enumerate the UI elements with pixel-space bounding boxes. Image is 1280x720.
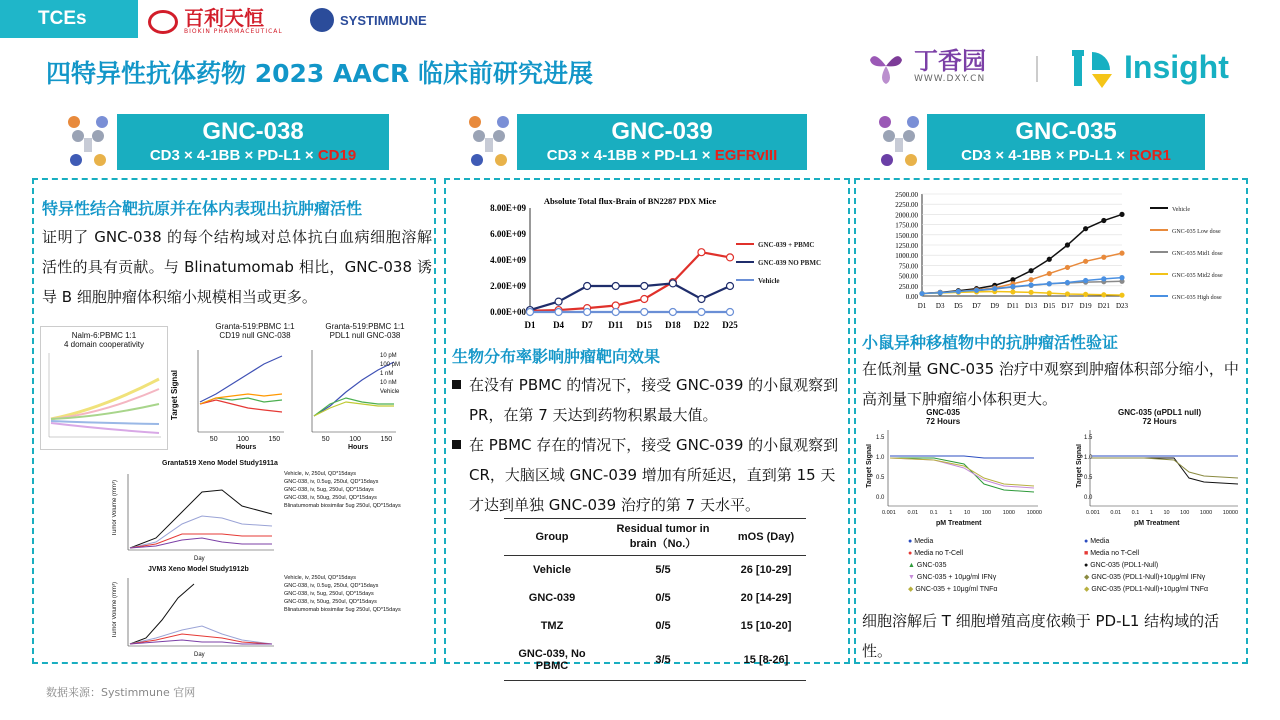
legend-item [1084,572,1208,584]
data-point [1102,255,1106,259]
data-point [584,283,591,290]
panel-name: GNC-039 [611,118,713,145]
x-tick-label: D4 [553,320,565,330]
data-point [698,296,705,303]
y-tick-label: 0.00 [905,293,918,301]
p3-subhead: 小鼠异种移植物中的抗肿瘤活性验证 [862,333,1119,352]
fig-title: Nalm-6:PBMC 1:1 [71,331,137,340]
legend-item [1084,560,1208,572]
y-tick-label: 0.00E+00 [490,307,526,317]
panel-header-gnc038 [117,114,389,170]
x-tick-label: D21 [1097,302,1110,310]
antibody-molecule-icon [66,114,110,172]
data-point [938,291,942,295]
legend-item [908,548,997,560]
y-tick-label: 2250.00 [895,201,918,210]
table-header: Residual tumor in brain（No.） [600,519,726,556]
x-tick-label: D17 [1061,302,1074,310]
data-point [698,249,705,256]
x-tick: 0.1 [929,510,938,516]
fig-title: Granta519 Xeno Model Study1911a [162,460,278,467]
x-tick: 100 [237,436,249,443]
x-tick-label: D13 [1025,302,1038,310]
legend-label: Vehicle [758,277,780,285]
y-tick: 1.5 [876,435,885,441]
legend-label: GNC-035 (PDL1-Null) [1090,562,1159,569]
legend-item [908,536,997,548]
data-point [1084,278,1088,282]
fig-title: Granta-519:PBMC 1:1 [325,322,405,331]
y-tick-label: 8.00E+09 [490,203,526,213]
fig-title: GNC-035 (αPDL1 null) [1118,408,1202,417]
table-cell: TMZ [540,620,564,632]
y-tick-label: 1750.00 [895,221,918,230]
data-point [1029,283,1033,287]
data-point [1011,290,1015,294]
chart-title: Absolute Total flux-Brain of BN2287 PDX Mice [543,196,717,206]
x-tick: 100 [349,436,361,443]
data-point [1084,292,1088,296]
data-point [698,309,705,316]
legend-label: GNC-035 High dose [1172,295,1222,301]
x-ticks [1086,510,1238,516]
targets-highlight: EGFRvIII [714,147,778,164]
targets-prefix: CD3 × 4-1BB × PD-L1 × [961,147,1130,164]
fig-legend [908,536,997,596]
panel-name: GNC-038 [202,118,304,145]
legend-label: GNC-035 (PDL1-Null)+10μg/ml IFNγ [1091,574,1206,581]
data-point [527,309,534,316]
legend-label: Media no T-Cell [914,550,964,557]
systimmune-name: SYSTIMMUNE [340,12,427,28]
data-point [1029,278,1033,282]
table-cell: 15 [10-20] [740,620,792,632]
targets-highlight: ROR1 [1129,147,1171,164]
data-point [1120,251,1124,255]
y-tick-label: 2000.00 [895,211,918,220]
fig-legend [284,470,430,510]
y-tick-label: 1000.00 [895,252,918,261]
fig-subtitle: 72 Hours [926,417,961,426]
data-point [612,309,619,316]
data-point [555,309,562,316]
targets-prefix: CD3 × 4-1BB × PD-L1 × [149,147,318,164]
x-tick: 1000 [1002,510,1015,516]
legend-item [908,572,997,584]
legend-item: GNC-038, iv, 0.5ug, 250ul, QD*15days [284,583,379,589]
x-tick: 10000 [1222,510,1238,516]
fig-gnc035-signal [862,408,1242,604]
x-tick: 100 [981,510,992,516]
legend-item: GNC-038, iv, 50ug, 250ul, QD*15days [284,599,377,605]
data-point [1047,282,1051,286]
antibody-molecule-icon [877,114,921,172]
y-tick-label: 4.00E+09 [490,255,526,265]
y-ticks [876,428,884,508]
systimmune-logo [310,8,427,32]
legend-label: GNC-035 [916,562,947,569]
legend-item: Vehicle, iv, 250ul, QD*15days [284,575,357,581]
biokin-name: 百利天恒 [184,6,264,30]
legend-marker-icon: ■ [1084,550,1089,557]
results-table-wrap [504,518,806,681]
panel-targets [927,146,1205,166]
data-point [975,288,979,292]
legend-item [908,560,997,572]
legend-item: 10 pM [380,353,397,359]
data-point [1065,292,1069,296]
legend-item [1084,548,1208,560]
legend-marker-icon: ● [1084,538,1089,545]
legend-label: GNC-035 Mid2 dose [1172,273,1223,279]
data-point [1120,293,1124,297]
insight-mark-icon [1070,44,1116,90]
x-tick: 1000 [1199,510,1213,516]
fig-legend [284,574,430,614]
legend-item: 10 nM [380,380,397,386]
y-tick: 1.5 [1084,435,1093,441]
x-tick-label: D3 [935,302,945,310]
fig-4domain-plot [41,349,165,443]
fig-subtitle: 4 domain cooperativity [63,340,145,349]
fig-granta [170,322,432,452]
signal-plots [884,428,1242,510]
systimmune-mark-icon [310,8,334,32]
data-point [1047,257,1051,261]
x-tick-label: D22 [693,320,710,330]
fig-subtitle: 72 Hours [1142,417,1177,426]
fig-legend [1084,536,1208,596]
x-tick: 1 [949,510,953,516]
table-header: mOS (Day) [726,519,806,556]
fig-y-label: Target Signal [170,370,179,421]
x-tick-label: D9 [990,302,1000,310]
data-point [920,292,924,296]
biokin-en: BIOKIN PHARMACEUTICAL [184,28,283,35]
data-point [1065,265,1069,269]
data-point [727,283,734,290]
legend-item: GNC-038, iv, 5ug, 250ul, QD*15days [284,487,374,493]
data-point [612,283,619,290]
y-tick-label: 6.00E+09 [490,229,526,239]
x-tick: 0.01 [907,510,919,516]
y-tick-label: 1250.00 [895,242,918,250]
legend-label: GNC-035 Mid1 dose [1172,251,1223,257]
legend-item: Vehicle [380,389,400,395]
bullet-icon [452,380,461,389]
legend-marker-icon: ● [908,538,913,545]
fig-subtitle: PDL1 null GNC-038 [329,331,401,340]
legend-label: Media [914,538,934,545]
dxy-logo [866,46,986,86]
legend-marker-icon: ▼ [908,574,915,581]
p3-body1: 在低剂量 GNC-035 治疗中观察到肿瘤体积部分缩小，中高剂量下肿瘤缩小体积更大。 [862,360,1239,408]
data-point [1047,272,1051,276]
panel-header-gnc035 [927,114,1205,170]
p1-body: 证明了 GNC-038 的每个结构域对总体抗白血病细胞溶解活性的具有贡献。与 Blinatumomab 相比，GNC-038 诱导 B 细胞肿瘤体积缩小规模相当或更多。 [42,228,432,306]
xeno1-plot [126,472,276,554]
table-header-row [504,519,806,556]
x-tick-label: D18 [665,320,681,330]
data-point [1102,293,1106,297]
y-tick: 0.0 [1084,495,1093,501]
legend-item [1084,584,1208,596]
table-cell: 0/5 [655,620,671,632]
dxy-url: WWW.DXY.CN [914,74,986,84]
data-point [641,283,648,290]
legend-item [1084,536,1208,548]
p3-body2: 细胞溶解后 T 细胞增殖高度依赖于 PD-L1 结构域的活性。 [862,612,1220,660]
x-tick: 0.1 [1131,510,1140,516]
panel-targets [517,146,807,166]
legend-item: 100 pM [380,362,401,368]
data-point [1065,243,1069,247]
table-cell: 0/5 [655,592,671,604]
data-point [1102,219,1106,223]
legend-item: GNC-038, iv, 50ug, 250ul, QD*15days [284,495,377,501]
fig-y-label: Target Signal [1076,444,1083,488]
legend-marker-icon: ◆ [908,586,914,593]
y-tick-label: 2.00E+09 [490,281,526,291]
panel-targets [117,146,389,166]
fig-y-label: Tumor Volume (mm³) [112,582,118,639]
table-row [504,584,806,612]
y-tick-label: 750.00 [898,262,918,271]
bullet-text: 在 PBMC 存在的情况下，接受 GNC-039 的小鼠观察到 CR，大脑区域 GNC-039 增加有所延迟，直到第 15 天才达到单独 GNC-039 治疗的第 7 天水平。 [469,436,839,514]
data-point [1084,227,1088,231]
y-tick: 1.0 [1084,455,1093,461]
x-tick-label: D5 [954,302,963,310]
chart-brain-flux [448,186,848,336]
legend-marker-icon: ▲ [908,562,915,569]
p1-subhead: 特异性结合靶抗原并在体内表现出抗肿瘤活性 [42,199,363,218]
bullet-item [452,430,842,520]
data-point [956,290,960,294]
fig-x-label: Day [194,652,205,658]
data-point [1102,277,1106,281]
targets-highlight: CD19 [317,147,357,164]
table-cell: 5/5 [655,564,671,576]
x-tick: 10 [964,510,971,516]
fig-xeno-jvm3 [112,566,432,662]
data-point [1120,276,1124,280]
bullet-text: 在没有 PBMC 的情况下，接受 GNC-039 的小鼠观察到 PR，在第 7 天达到药物积累最大值。 [469,376,839,424]
legend-item: Blinatumomab biosimilar 5ug 250ul, QD*15days [284,503,401,509]
legend-item: 1 nM [380,371,394,377]
y-tick-label: 250.00 [898,282,918,291]
data-point [1084,259,1088,263]
results-table [504,518,806,681]
data-point [669,280,676,287]
y-tick: 1.0 [876,455,885,461]
panel-name: GNC-035 [1015,118,1117,145]
bullet-item [452,370,842,430]
legend-item: GNC-038, iv, 5ug, 250ul, QD*15days [284,591,374,597]
table-row [504,612,806,640]
fig-title: GNC-035 [926,408,961,417]
x-tick: 0.001 [1086,510,1100,516]
y-tick-label: 1500.00 [895,231,918,240]
legend-label: Vehicle [1172,207,1190,213]
x-tick-label: D7 [972,302,981,310]
x-tick-label: D11 [1007,302,1019,310]
fig-x-label: Hours [348,444,369,451]
legend-label: GNC-035 Low dose [1172,229,1221,235]
x-tick: 0.01 [1110,510,1122,516]
fig-xeno-granta [112,460,432,566]
y-tick: 0.5 [1084,475,1093,481]
fig-title: Granta-519:PBMC 1:1 [215,322,295,331]
data-point [1047,291,1051,295]
chart-tumor-volume [860,186,1244,320]
data-point [1011,285,1015,289]
legend-item [908,584,997,596]
category-tag: TCEs [0,0,138,38]
dxy-name: 丁香园 [914,47,986,75]
bullet-icon [452,440,461,449]
fig-x-label: Day [194,556,205,562]
y-tick: 0.0 [876,495,885,501]
legend-label: Media no T-Cell [1090,550,1140,557]
legend-item: Vehicle, iv, 250ul, QD*15days [284,471,357,477]
y-tick: 0.5 [876,475,885,481]
legend-marker-icon: ◆ [1084,574,1090,581]
fig-4domain [40,326,168,450]
fig-x-label: pM Treatment [936,520,982,527]
table-row [504,640,806,681]
x-tick-label: D15 [636,320,653,330]
x-tick-label: D23 [1115,302,1129,310]
data-point [1029,269,1033,273]
antibody-molecule-icon [467,114,511,172]
panel-header-gnc039 [517,114,807,170]
fig-legend [380,352,400,397]
legend-marker-icon: ● [908,550,913,557]
table-cell: GNC-039 [528,592,576,604]
fig-y-label: Tumor Volume (mm³) [112,480,118,537]
biokin-mark-icon [148,10,178,34]
x-tick-label: D11 [608,320,624,330]
series-line [922,253,1122,293]
data-point [584,309,591,316]
data-point [641,309,648,316]
data-point [993,287,997,291]
legend-label: GNC-039 NO PBMC [758,259,821,267]
legend-label: GNC-039 + PBMC [758,241,815,249]
data-point [669,309,676,316]
data-point [727,309,734,316]
x-tick-label: D1 [917,302,927,310]
x-tick: 10000 [1026,510,1042,516]
x-tick: 50 [209,436,218,443]
legend-label: GNC-035 (PDL1-Null)+10μg/ml TNFα [1091,586,1209,593]
source-footnote: 数据来源：Systimmune 官网 [46,686,196,699]
legend-marker-icon: ◆ [1084,586,1090,593]
legend-label: GNC-035 + 10μg/ml IFNγ [916,574,997,581]
x-ticks [882,510,1042,516]
xeno2-plot [126,576,276,650]
fig-subtitle: CD19 null GNC-038 [219,331,291,340]
legend-item: Blinatumomab biosimilar 5ug 250ul, QD*15days [284,607,401,613]
x-tick-label: D15 [1043,302,1056,310]
table-cell: 3/5 [600,640,726,681]
legend-marker-icon: ● [1084,562,1089,569]
data-point [641,296,648,303]
table-cell: 15 [8-26] [726,640,806,681]
x-tick-label: D25 [722,320,738,330]
logo-divider [1036,56,1038,82]
data-point [1065,281,1069,285]
x-tick: 10 [1163,510,1170,516]
biokin-logo [148,8,283,35]
fig-x-label: pM Treatment [1134,520,1180,527]
table-row [504,556,806,585]
data-point [1029,290,1033,294]
fig-y-label: Target Signal [866,444,873,488]
insight-logo [1070,44,1229,90]
x-tick: 0.001 [882,510,896,516]
legend-label: GNC-035 + 10μg/ml TNFα [915,586,998,593]
data-point [727,254,734,261]
legend-label: Media [1090,538,1110,545]
y-tick-label: 2500.00 [895,191,918,199]
x-tick: 100 [1180,510,1190,516]
data-point [1120,212,1124,216]
table-cell: 20 [14-29] [740,592,792,604]
fig-x-label: Hours [236,444,257,451]
x-tick-label: D19 [1079,302,1092,310]
x-tick: 1 [1149,510,1153,516]
p2-bullets [452,370,842,520]
x-tick: 150 [268,436,281,443]
x-tick: 50 [321,436,330,443]
table-header: Group [504,519,600,556]
legend-item: GNC-038, iv, 0.5ug, 250ul, QD*15days [284,479,379,485]
table-cell: Vehicle [533,564,571,576]
page-title: 四特异性抗体药物 2023 AACR 临床前研究进展 [46,59,593,88]
p2-subhead: 生物分布率影响肿瘤靶向效果 [452,347,661,366]
x-tick-label: D1 [524,320,536,330]
table-cell: GNC-039, No PBMC [504,640,600,681]
insight-name: Insight [1124,48,1229,85]
x-tick-label: D7 [581,320,593,330]
fig-title: JVM3 Xeno Model Study1912b [148,566,249,573]
data-point [555,298,562,305]
y-tick-label: 500.00 [898,272,918,281]
clove-flower-icon [866,46,906,86]
targets-prefix: CD3 × 4-1BB × PD-L1 × [546,147,715,164]
x-tick: 150 [380,436,393,443]
table-cell: 26 [10-29] [740,564,792,576]
y-ticks [1084,428,1092,508]
data-point [1011,278,1015,282]
